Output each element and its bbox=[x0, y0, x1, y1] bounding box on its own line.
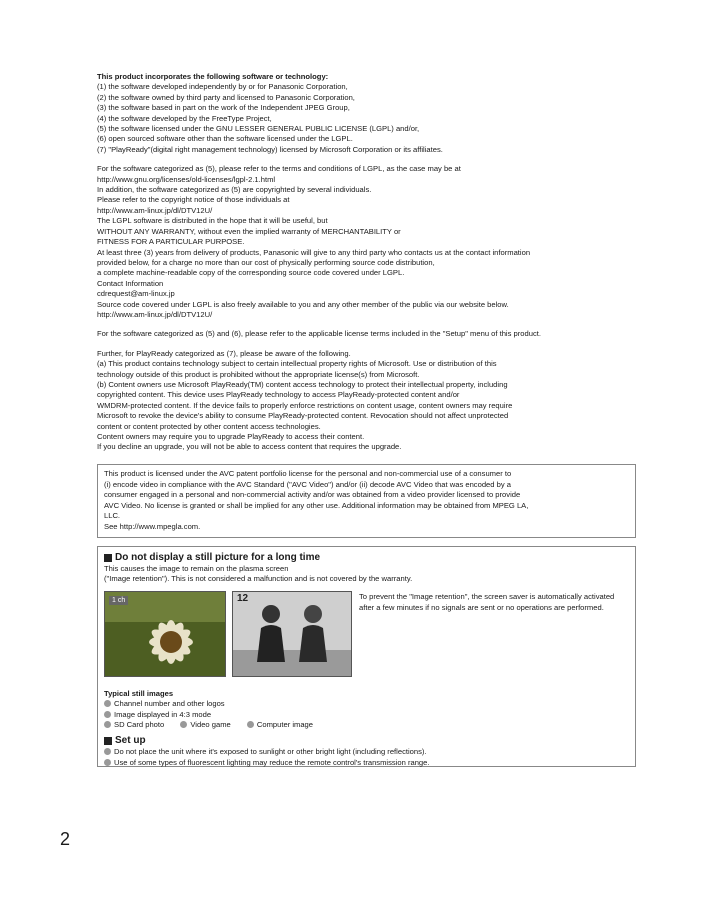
playready-line: (b) Content owners use Microsoft PlayReady(TM) content access technology to protect their intellectual property, including bbox=[97, 379, 508, 389]
example-images bbox=[104, 591, 629, 681]
still-heading bbox=[104, 551, 629, 564]
typical-item: SD Card photo bbox=[114, 720, 165, 730]
intro-item: (2) the software owned by third party and licensed to Panasonic Corporation, bbox=[97, 92, 355, 102]
bullet-icon bbox=[247, 721, 254, 728]
bullet-icon bbox=[104, 711, 111, 718]
avc-line: consumer engaged in a personal and non-commercial activity and/or was obtained from a video provider licensed to provide bbox=[104, 490, 521, 500]
license-text bbox=[97, 72, 637, 453]
game-image bbox=[232, 591, 352, 677]
avc-line: LLC. bbox=[104, 511, 121, 521]
lgpl-line: In addition, the software categorized as (5) are copyrighted by several individuals. bbox=[97, 185, 372, 195]
lgpl-line: Please refer to the copyright notice of those individuals at bbox=[97, 195, 290, 205]
lgpl-line: WITHOUT ANY WARRANTY, without even the implied warranty of MERCHANTABILITY or bbox=[97, 226, 401, 236]
setup-title: Set up bbox=[115, 735, 146, 747]
still-desc: ("Image retention"). This is not considered a malfunction and is not covered by the warranty. bbox=[104, 574, 413, 584]
typical-item: Image displayed in 4:3 mode bbox=[104, 710, 629, 720]
typical-item: Computer image bbox=[256, 720, 314, 730]
intro-item: (4) the software developed by the FreeType Project, bbox=[97, 113, 272, 123]
bullet-icon bbox=[104, 748, 111, 755]
lgpl-link[interactable]: http://www.gnu.org/licenses/old-licenses/lgpl-2.1.html bbox=[97, 174, 276, 184]
setup-item: Use of some types of fluorescent lighting may reduce the remote control's transmission range. bbox=[104, 758, 629, 768]
lgpl-line: At least three (3) years from delivery of products, Panasonic will give to any third party who contacts us at the contact information bbox=[97, 247, 531, 257]
still-desc: This causes the image to remain on the plasma screen bbox=[104, 564, 289, 573]
lgpl-line: FITNESS FOR A PARTICULAR PURPOSE. bbox=[97, 237, 245, 247]
still-picture-box bbox=[97, 546, 636, 767]
image-number: 12 bbox=[237, 592, 249, 604]
bullet-icon bbox=[180, 721, 187, 728]
screen-saver-note: To prevent the "Image retention", the screen saver is automatically activated after a few minutes if no signals are sent or no operations are performed. bbox=[359, 591, 615, 612]
lgpl-line: Contact Information bbox=[97, 278, 164, 288]
lgpl-line: provided below, for a charge no more than our cost of physically performing source code distribution, bbox=[97, 257, 435, 267]
playready-line: copyrighted content. This device uses PlayReady technology to access PlayReady-protected content and/or bbox=[97, 390, 460, 400]
avc-license-box bbox=[97, 464, 636, 538]
page-number: 2 bbox=[60, 829, 71, 849]
playready-line: content or content protected by other content access technologies. bbox=[97, 421, 321, 431]
lgpl-line: a complete machine-readable copy of the corresponding source code covered under LGPL. bbox=[97, 268, 405, 278]
typical-item: Video game bbox=[190, 720, 231, 730]
cat6-line: For the software categorized as (5) and (6), please refer to the applicable license terms included in the "Setup" menu of this product. bbox=[97, 329, 541, 339]
bullet-icon bbox=[104, 721, 111, 728]
lgpl-link[interactable]: http://www.am-linux.jp/dl/DTV12U/ bbox=[97, 309, 213, 319]
setup-item: Do not place the unit where it's exposed to sunlight or other bright light (including reflections). bbox=[104, 747, 629, 757]
playready-line: technology outside of this product is prohibited without the appropriate license(s) from Microsoft. bbox=[97, 369, 420, 379]
lgpl-line: For the software categorized as (5), please refer to the terms and conditions of LGPL, as the case may be at bbox=[97, 164, 461, 174]
playready-line: If you decline an upgrade, you will not be able to access content that requires the upgrade. bbox=[97, 442, 402, 452]
avc-line: AVC Video. No license is granted or shall be implied for any other use. Additional information may be obtained from MPEG LA, bbox=[104, 500, 529, 510]
playready-line: Microsoft to revoke the device's ability to consume PlayReady-protected content. Revocation should not affect unprotected bbox=[97, 411, 509, 421]
lgpl-line: The LGPL software is distributed in the hope that it will be useful, but bbox=[97, 216, 328, 226]
playready-line: Further, for PlayReady categorized as (7), please be aware of the following. bbox=[97, 348, 351, 358]
square-bullet-icon bbox=[104, 554, 112, 562]
typical-item: Channel number and other logos bbox=[104, 699, 629, 709]
still-title: Do not display a still picture for a long time bbox=[115, 552, 321, 563]
lgpl-link[interactable]: http://www.am-linux.jp/dl/DTV12U/ bbox=[97, 205, 213, 215]
playready-line: Content owners may require you to upgrade PlayReady to access their content. bbox=[97, 432, 365, 441]
contact-email[interactable]: cdrequest@am-linux.jp bbox=[97, 289, 175, 299]
intro-heading: This product incorporates the following software or technology: bbox=[97, 72, 329, 81]
intro-item: (5) the software licensed under the GNU LESSER GENERAL PUBLIC LICENSE (LGPL) and/or, bbox=[97, 124, 420, 134]
playready-line: WMDRM-protected content. If the device fails to properly enforce restrictions on content usage, content owners may require bbox=[97, 400, 513, 410]
avc-line: This product is licensed under the AVC patent portfolio license for the personal and non-commercial use of a consumer to bbox=[104, 469, 512, 478]
bullet-icon bbox=[104, 700, 111, 707]
square-bullet-icon bbox=[104, 737, 112, 745]
bullet-icon bbox=[104, 759, 111, 766]
channel-badge: 1 ch bbox=[109, 596, 128, 605]
setup-heading bbox=[104, 734, 629, 747]
playready-line: (a) This product contains technology subject to certain intellectual property rights of Microsoft. Use or distribution of this bbox=[97, 359, 497, 369]
avc-link[interactable]: See http://www.mpegla.com. bbox=[104, 521, 201, 531]
sunflower-image bbox=[104, 591, 226, 677]
intro-item: (7) "PlayReady"(digital right management technology) licensed by Microsoft Corporation or its affiliates. bbox=[97, 144, 443, 154]
intro-item: (1) the software developed independently by or for Panasonic Corporation, bbox=[97, 82, 348, 92]
typical-inline-list bbox=[104, 720, 629, 730]
lgpl-line: Source code covered under LGPL is also freely available to you and any other member of the public via our website below. bbox=[97, 299, 509, 309]
avc-line: (i) encode video in compliance with the AVC Standard ("AVC Video") and/or (ii) decode AVC Video that was encoded by a bbox=[104, 479, 511, 489]
intro-item: (6) open sourced software other than the software licensed under the LGPL. bbox=[97, 134, 353, 144]
typical-title: Typical still images bbox=[104, 688, 174, 698]
intro-item: (3) the software based in part on the work of the Independent JPEG Group, bbox=[97, 103, 350, 113]
